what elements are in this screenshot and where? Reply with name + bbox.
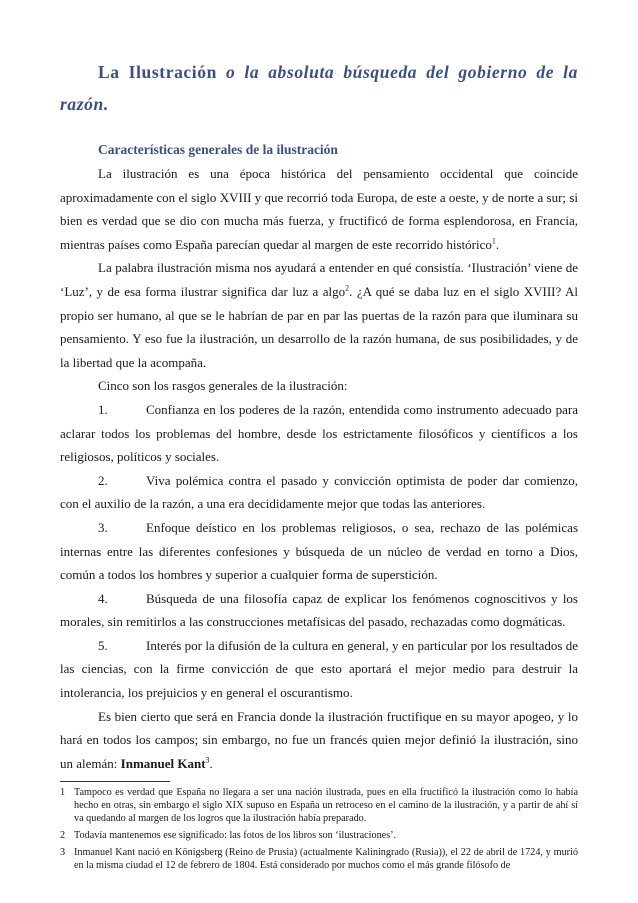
paragraph-3: Cinco son los rasgos generales de la ilustración:: [98, 378, 348, 394]
list-item-number: 5.: [98, 637, 108, 653]
footnote-ref-3[interactable]: 3: [205, 755, 210, 765]
footnote-divider: [60, 781, 170, 782]
footnote-number: 2: [60, 830, 66, 842]
document-title: [60, 56, 578, 120]
paragraph-4: [60, 705, 578, 776]
list-item-text: Enfoque deístico en los problemas religiosos, o sea, rechazo de las polémicas internas entre las diferentes confesiones y búsqueda de un núcleo de verdad en torno a Dios, común a todos los hombres y superior a cualquier forma de superstición.: [60, 519, 578, 583]
list-item-number: 4.: [98, 590, 108, 606]
paragraph-1: [60, 162, 578, 256]
paragraph-4-end: .: [209, 755, 213, 771]
list-item-text: Viva polémica contra el pasado y convicción optimista de poder dar comienzo, con el auxilio de la razón, a una era decididamente mejor que todas las anteriores.: [60, 472, 578, 512]
list-item: [60, 587, 578, 634]
list-item: [60, 469, 578, 516]
list-item-text: Búsqueda de una filosofía capaz de explicar los fenómenos cognoscitivos y los morales, sin remitirlos a las construcciones metafísicas del pasado, rechazadas como dogmáticas.: [60, 590, 578, 630]
footnote-text: Tampoco es verdad que España no llegara a ser una nación ilustrada, pues en ella fructificó la ilustración como lo había hecho en otras, sin embargo el siglo XIX supuso en España un retroceso en el camino de la ilustración, y a partir de ahí sí va quedando al margen de los logros que la ilustración había preparado.: [74, 787, 578, 825]
kant-name: Inmanuel Kant: [120, 755, 206, 771]
section-heading: Características generales de la ilustración: [98, 142, 338, 157]
list-item-number: 3.: [98, 519, 108, 535]
list-item-text: Interés por la difusión de la cultura en general, y en particular por los resultados de las ciencias, con la firme convicción de que esto aportará el mejor medio para destruir la intolerancia, los prejuicios y en general el oscurantismo.: [60, 637, 578, 701]
document-body: [60, 56, 578, 876]
list-item: [60, 634, 578, 705]
paragraph-2: [60, 256, 578, 374]
paragraph-2-text-a: La palabra ilustración misma nos ayudará a entender en qué consistía. ‘Ilustración’ viene de ‘Luz’, y de esa forma ilustrar significa dar luz a algo: [60, 260, 578, 299]
list-item-text: Confianza en los poderes de la razón, entendida como instrumento adecuado para aclarar todos los problemas del hombre, desde los estrictamente filosóficos y científicos a los religiosos, políticos y sociales.: [60, 401, 578, 465]
paragraph-1-end: .: [495, 236, 500, 252]
footnote-text: Inmanuel Kant nació en Königsberg (Reino de Prusia) (actualmente Kaliningrado (Rusia)), el 22 de abril de 1724, y murió en la misma ciudad el 12 de febrero de 1804. Está considerado por muchos como el más grande filósofo de: [74, 847, 578, 872]
title-main: La Ilustración: [98, 62, 217, 82]
paragraph-4-text: Es bien cierto que será en Francia donde la ilustración fructifique en su mayor apogeo, y lo hará en todos los campos; sin embargo, no fue un francés quien mejor definió la ilustración, sino un alemán:: [60, 708, 578, 771]
footnote-ref-1[interactable]: 1: [491, 236, 496, 246]
list-item: [60, 516, 578, 587]
footnote-2: [60, 829, 578, 842]
footnote-3: [60, 846, 578, 872]
list-item: [60, 398, 578, 469]
footnote-number: 3: [60, 847, 66, 859]
footnote-text: Todavía mantenemos ese significado: las fotos de los libros son ‘ilustraciones’.: [74, 830, 397, 842]
paragraph-1-text: La ilustración es una época histórica del pensamiento occidental que coincide aproximadamente con el siglo XVIII y que recorrió toda Europa, de este a oeste, y de norte a sur; si bien es verdad que se dio con mucha más fuerza, y fructificó de forma esplendorosa, en Francia, mientras países como España parecían quedar al margen de este recorrido histórico: [60, 166, 578, 252]
footnote-1: [60, 786, 578, 825]
footnote-number: 1: [60, 787, 66, 799]
title-italic: o la absoluta búsqueda del gobierno de la razón.: [60, 62, 578, 114]
paragraph-2-text-b: . ¿A qué se daba luz en el siglo XVIII? Al propio ser humano, al que se le habrían de par en par las puertas de la razón para que iluminara su pensamiento. Y eso fue la ilustración, un desarrollo de la razón humana, de sus posibilidades, y de la libertad que la acompaña.: [60, 283, 578, 370]
list-item-number: 1.: [98, 401, 108, 417]
footnote-ref-2[interactable]: 2: [345, 283, 350, 293]
list-item-number: 2.: [98, 472, 108, 488]
